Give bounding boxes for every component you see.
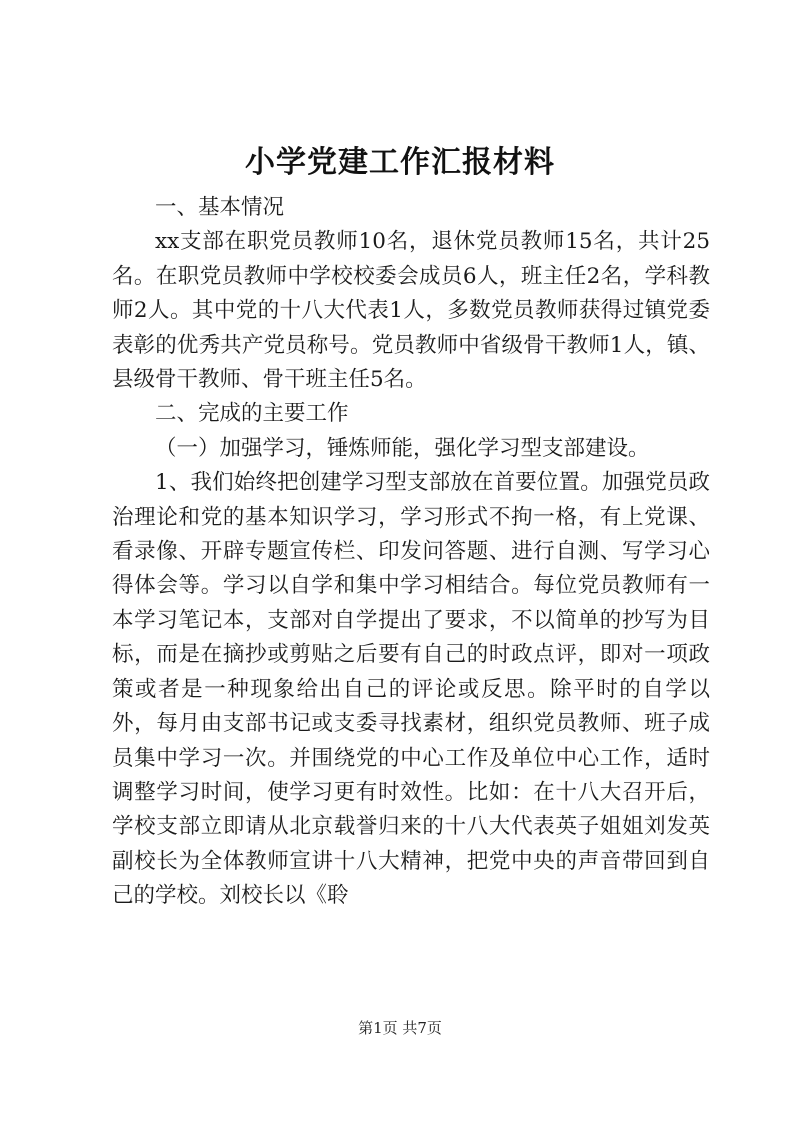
paragraph-study-details: 1、我们始终把创建学习型支部放在首要位置。加强党员政治理论和党的基本知识学习，学习形式不拘一格，有上党课、看录像、开辟专题宣传栏、印发问答题、进行自测、写学习心得体会等。学习以自学和集中学习相结合。每位党员教师有一本学习笔记本，支部对自学提出了要求，不以简单的抄写为目标，而是在摘抄或剪贴之后要有自己的时政点评，即对一项政策或者是一种现象给出自己的评论或反思。除平时的自学以外，每月由支部书记或支委寻找素材，组织党员教师、班子成员集中学习一次。并围绕党的中心工作及单位中心工作，适时调整学习时间，使学习更有时效性。比如：在十八大召开后，学校支部立即请从北京载誉归来的十八大代表英子姐姐刘发英副校长为全体教师宣讲十八大精神，把党中央的声音带回到自己的学校。刘校长以《聆 xyxy=(112,470,710,909)
subsection-heading-study: （一）加强学习，锤炼师能，强化学习型支部建设。 xyxy=(155,435,650,461)
section-heading-main-work: 二、完成的主要工作 xyxy=(155,401,349,427)
document-body xyxy=(112,191,710,914)
document-title: 小学党建工作汇报材料 xyxy=(245,145,555,180)
page-footer: 第1页 共7页 xyxy=(358,1019,442,1037)
paragraph-basic-info: xx支部在职党员教师10名，退休党员教师15名，共计25名。在职党员教师中学校校委会成员6人，班主任2名，学科教师2人。其中党的十八大代表1人，多数党员教师获得过镇党委表彰的优秀共产党员称号。党员教师中省级骨干教师1人，镇、县级骨干教师、骨干班主任5名。 xyxy=(112,229,710,393)
section-heading-basic-info: 一、基本情况 xyxy=(155,195,285,220)
